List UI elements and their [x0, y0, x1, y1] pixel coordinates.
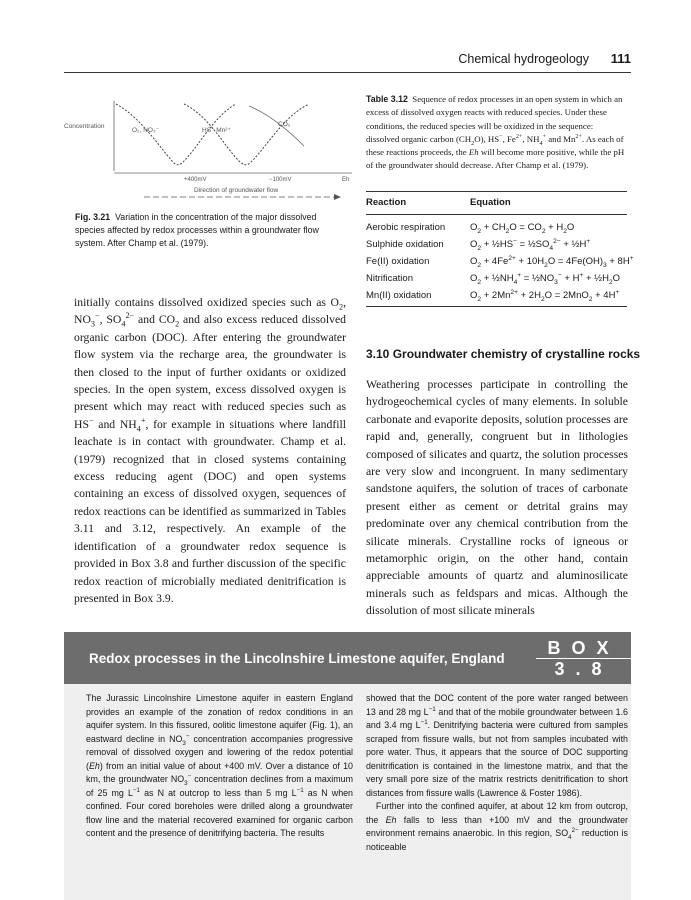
eh-high-label: +400mV	[184, 177, 207, 183]
right-column-text: Weathering processes participate in controlling the hydrogeochemical cycles of many elements. In soluble carbonate and evaporite deposits, solution processes are rapid and, generally, congruent but in lithologies composed of silicates and quartz, the solution processes are very slow and incongruent. In many sedimentary sandstone aquifers, the solution of traces of carbonate present either as cement or detrital grains may predominate over any chemical contribution from the silicate minerals. Crystalline rocks of igneous or metamorphic origin, on the other hand, contain appreciable amounts of quartz and aluminosilicate minerals such as feldspars and micas. Although the dissolution of most silicate minerals	[366, 378, 628, 618]
running-title: Chemical hydrogeology	[458, 52, 589, 66]
header-rule	[64, 72, 631, 73]
table-col-reaction: Reaction	[366, 197, 407, 208]
species-1-label: O₂, NO₃⁻	[132, 127, 160, 134]
eh-low-label: −100mV	[269, 177, 292, 183]
table-caption-text: Sequence of redox processes in an open system in which an excess of dissolved oxygen reacts with reduced species. Under these conditions, the reduced species will be oxidized in the sequence: dissolved organic carbon $(CH_2O)$, HS−, $Fe^{2+}$, $NH_4^+$ and $Mn^{2+}$. As each of these reactions proceeds, the Eh will become more positive, while the pH of the groundwater should decrease. After Champ et al. (1979).	[366, 94, 625, 171]
box-label-divider	[536, 658, 631, 659]
page-number: 111	[610, 51, 631, 66]
curve-reduced	[184, 104, 309, 165]
species-2-label: HS⁻ Mn²⁺	[202, 127, 231, 134]
eh-axis-label: Eh	[342, 177, 350, 183]
species-3-label: CO₂	[278, 121, 291, 128]
section-heading: 3.10 Groundwater chemistry of crystalline rocks	[366, 347, 641, 361]
table-caption	[366, 93, 628, 173]
table-row	[366, 254, 634, 272]
figure-caption-number: Fig. 3.21	[75, 212, 111, 222]
table-rule-top	[366, 191, 627, 192]
reaction-equation: $O_2 + CH_2O = CO_2 + H_2O$	[470, 222, 575, 235]
reaction-name: Sulphide oxidation	[366, 239, 444, 250]
table-caption-number: Table 3.12	[366, 94, 408, 104]
figure-caption	[75, 211, 345, 250]
figure-caption-text: Variation in the concentration of the major dissolved species affected by redox processes within a groundwater flow system. After Champ et al. (1979).	[75, 212, 319, 248]
table-col-equation: Equation	[470, 197, 511, 208]
reaction-equation: $O_2$ + ½HS− = $\frac{1}{2}SO_4^{2-}$ + ½H+	[470, 237, 591, 252]
table-rule-mid	[366, 214, 627, 215]
box-left-text: The Jurassic Lincolnshire Limestone aquifer in eastern England provides an example of the zonation of redox conditions in an aquifer system. In this fissured, oolitic limestone aquifer (Fig. 1), an eastward decline in $NO_3^-$ concentration accompanies progressive removal of dissolved oxygen and lowering of the redox potential (Eh) from an initial value of about +400 mV. Over a distance of 10 km, the groundwater $NO_3^-$ concentration declines from a maximum of 25 mg $L^{-1}$ as N at outcrop to less than 5 mg $L^{-1}$ as N when confined. Four cored boreholes were drilled along a groundwater flow line and the material recovered examined for organic carbon content and the presence of denitrifying bacteria. The results	[86, 693, 353, 838]
table-row	[366, 273, 627, 289]
table-row	[366, 222, 627, 238]
reaction-equation: $O_2$ + $\frac{1}{2}NH_4^+$ = $\frac{1}{2}NO_3^- + H^+$ + $\frac{1}{2}H_2O$	[470, 271, 621, 286]
reaction-name: Mn(II) oxidation	[366, 290, 432, 301]
figure-3-21	[64, 86, 354, 206]
table-row	[366, 239, 627, 255]
box-title-band	[64, 632, 631, 684]
box-label-number: 3.8	[554, 659, 613, 679]
table-rule-bottom	[366, 306, 627, 307]
flow-direction-label: Direction of groundwater flow	[194, 187, 279, 194]
curve-oxidants	[116, 104, 236, 165]
flow-arrow-head	[334, 194, 341, 200]
box-label-word: BOX	[547, 638, 620, 658]
figure-y-label: Concentration	[64, 123, 105, 130]
running-header	[64, 49, 631, 71]
curve-co2	[249, 106, 304, 146]
reaction-name: Fe(II) oxidation	[366, 256, 430, 267]
table-row	[366, 290, 627, 306]
box-label	[536, 638, 631, 680]
box-title: Redox processes in the Lincolnshire Limestone aquifer, England	[89, 651, 505, 666]
reaction-name: Aerobic respiration	[366, 222, 446, 233]
left-column-text: initially contains dissolved oxidized species such as $O_2$, $NO_3^-$, $SO_4^{2-}$ and $CO_2$ and also excess reduced dissolved organic carbon (DOC). After entering the groundwater flow system via the recharge area, the groundwater is then closed to the input of further oxidants or oxidized species. In the open system, excess dissolved oxygen is present which may react with reduced species such as HS− and $NH_4^+$, for example in situations where landfill leachate is in contact with groundwater. Champ et al. (1979) recognized that in closed systems containing excess reducing agent (DOC) and open systems containing an excess of dissolved oxygen, sequences of redox reactions can be identified as summarized in Tables 3.11 and 3.12, respectively. An example of the identification of a groundwater redox sequence is provided in Box 3.8 and further discussion of the specific redox reaction of microbially mediated denitrification is presented in Box 3.9.	[74, 296, 346, 605]
reaction-name: Nitrification	[366, 273, 413, 284]
reaction-equation: $O_2 + 2Mn^{2+} + 2H_2O = 2MnO_2 + 4H^+$	[470, 288, 620, 303]
reaction-equation: $O_2 + 4Fe^{2+} + 10H_2O = 4Fe(OH)_3 + 8H^+$	[470, 254, 634, 269]
box-right-text: showed that the DOC content of the pore water ranged between 13 and 28 mg $L^{-1}$ and that of the mobile groundwater between 1.6 and 3.4 mg $L^{-1}$. Denitrifying bacteria were cultured from samples scraped from fissure walls, but not from samples incubated with pore water. Thus, it appears that the source of DOC supporting denitrification is contained in the limestone matrix, and that the very small pore size of the matrix restricts denitrification to short distances from fissure walls (Lawrence & Foster 1986). Further into the confined aquifer, at about 12 km from outcrop, the Eh falls to less than +100 mV and the groundwater environment remains anaerobic. In this region, $SO_4^{2-}$ reduction is noticeable	[366, 693, 628, 852]
